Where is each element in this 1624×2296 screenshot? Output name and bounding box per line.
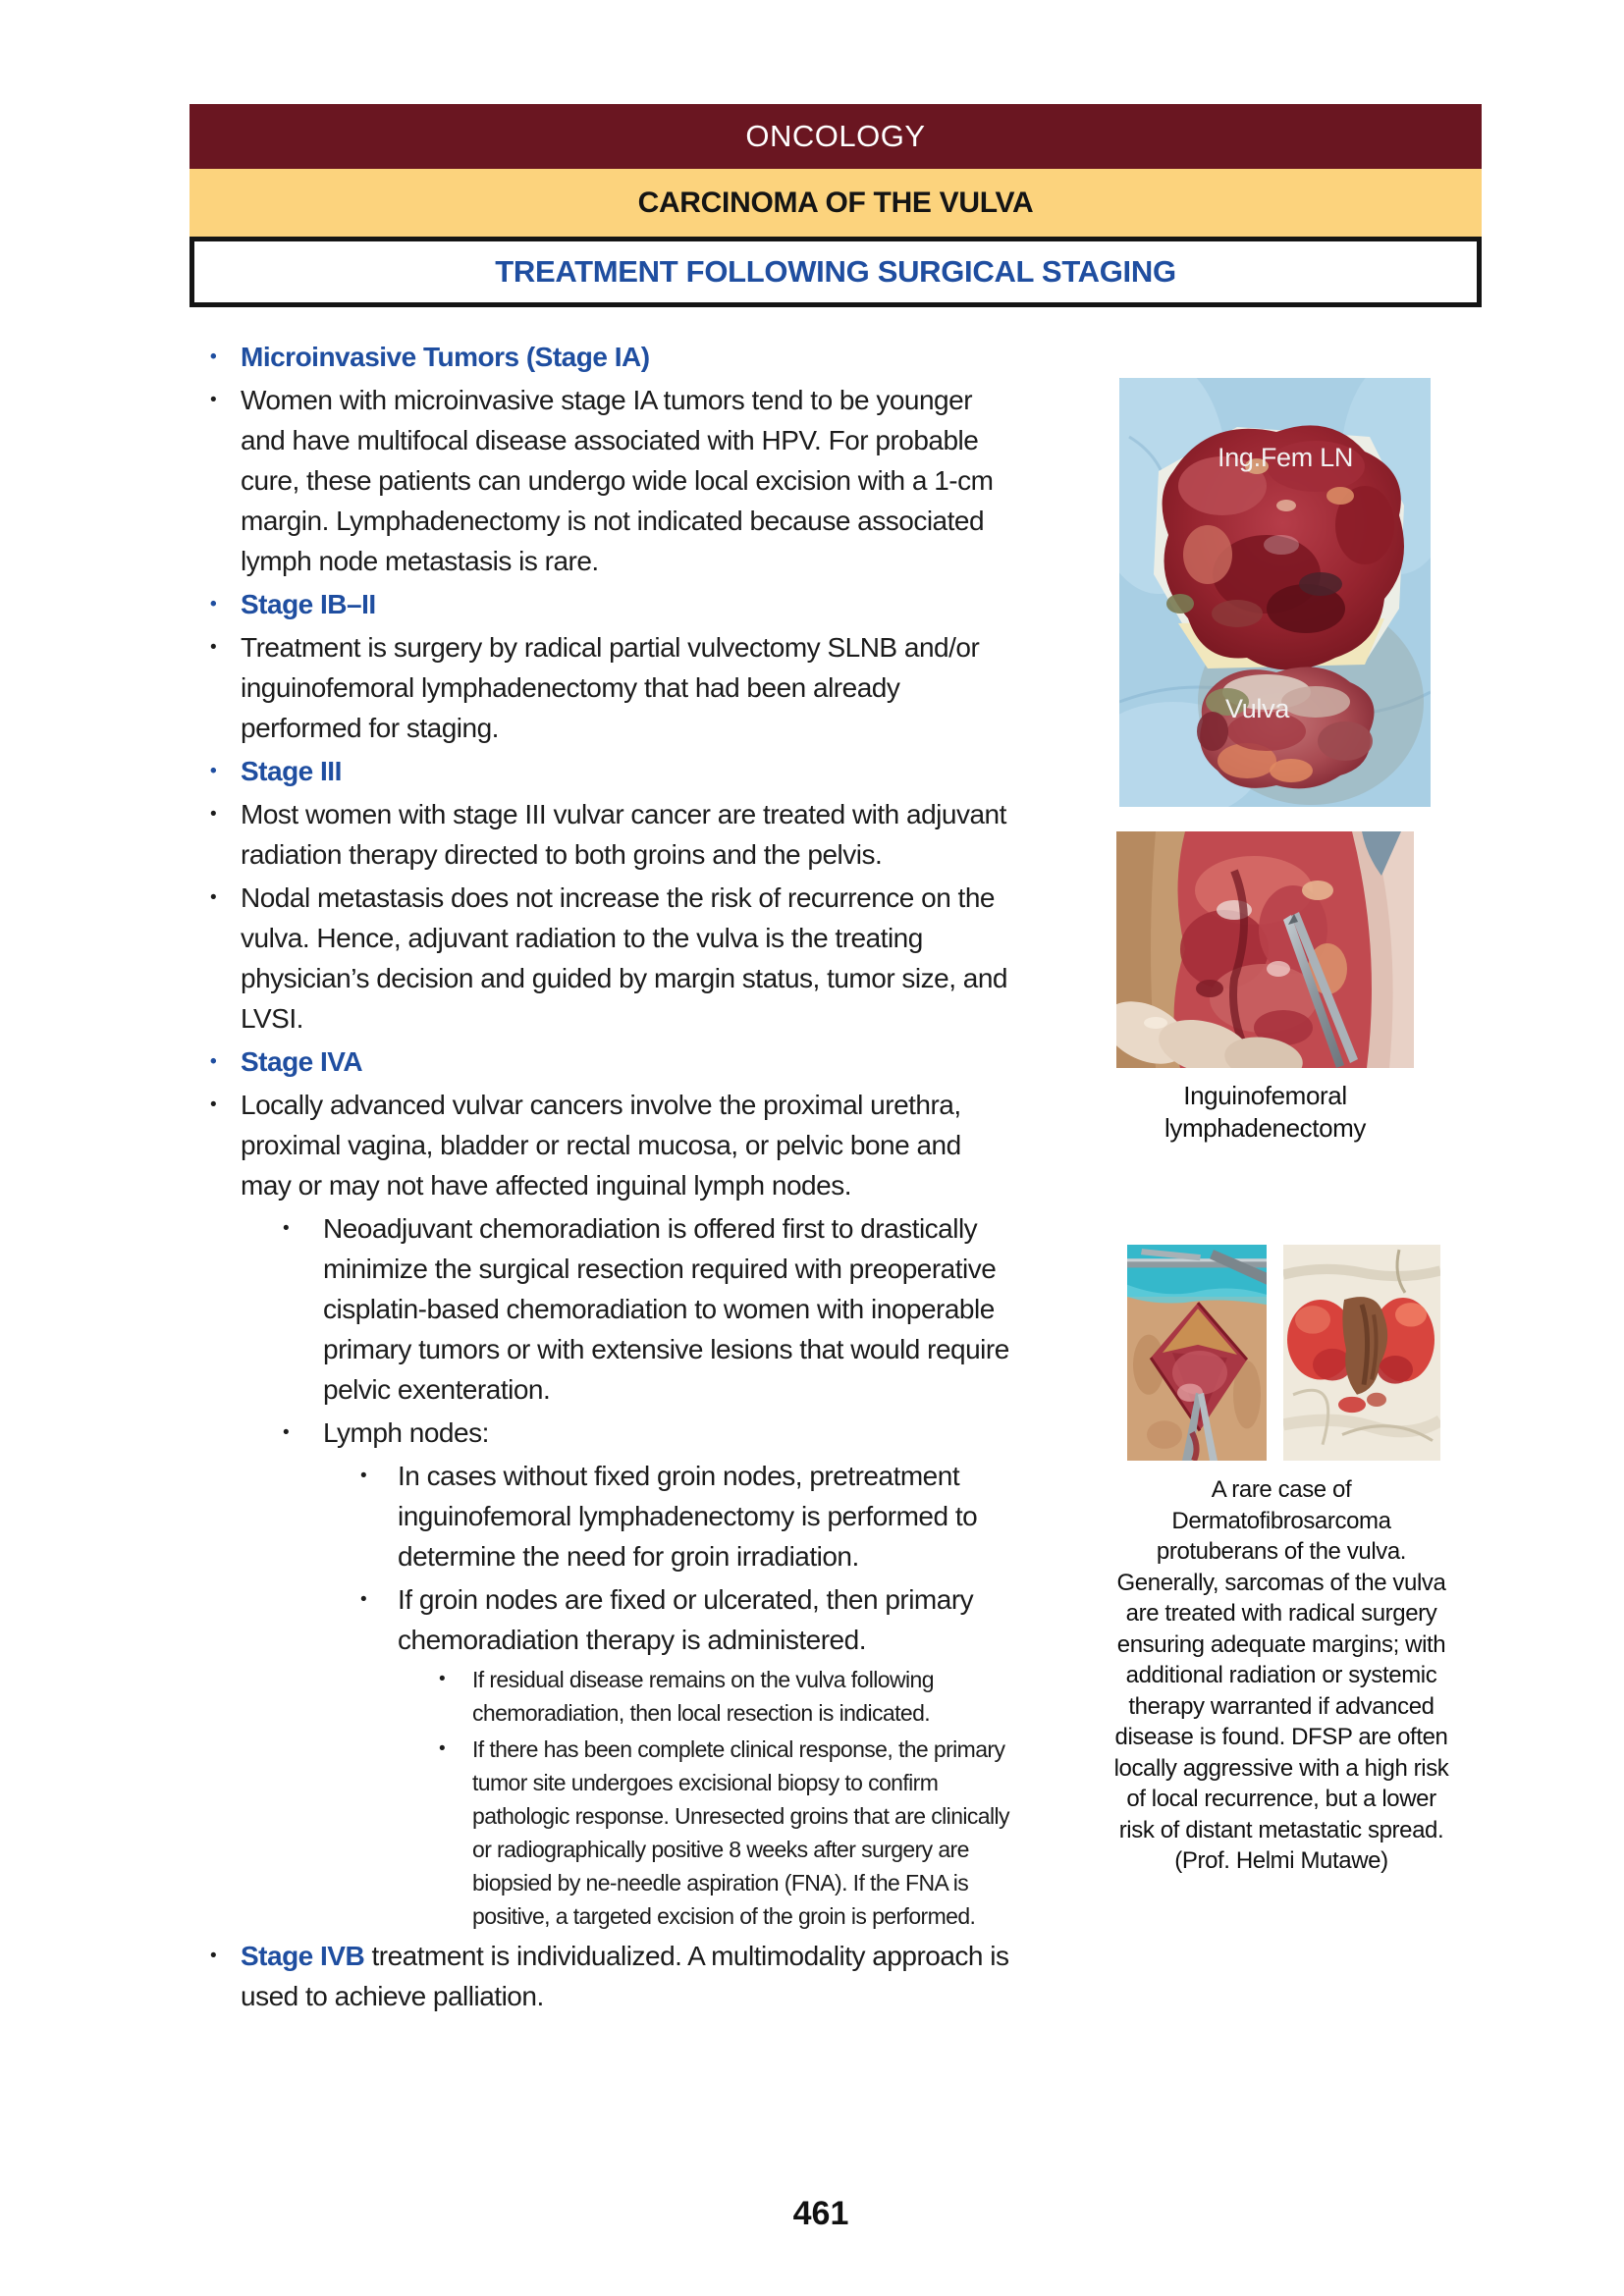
bullet-dot: • xyxy=(360,1589,367,1610)
section-banner xyxy=(189,104,1482,169)
figure-dfsp-photos xyxy=(1127,1245,1440,1461)
bullet-list xyxy=(0,337,1016,2019)
section-title: ONCOLOGY xyxy=(745,119,926,153)
bullet-text: If there has been complete clinical response, the primary tumor site undergoes excisional biopsy to confirm pathologic response. Unresected groins that are clinically or radiographically positive 8 weeks after surgery are biopsied by ne-needle aspiration (FNA). If the FNA is positive, a targeted excision of the groin is performed. xyxy=(472,1736,1009,1929)
lymphadenectomy-photo-illustration xyxy=(1116,831,1414,1068)
bullet-text: Microinvasive Tumors (Stage IA) xyxy=(241,342,650,372)
bullet-dot: • xyxy=(439,1738,446,1759)
bullet-item xyxy=(210,1085,1016,1205)
bullet-dot: • xyxy=(283,1422,290,1443)
bullet-dot: • xyxy=(283,1218,290,1239)
bullet-dot: • xyxy=(210,1946,217,1966)
bullet-dot: • xyxy=(210,637,217,658)
chapter-title: CARCINOMA OF THE VULVA xyxy=(637,186,1034,219)
bullet-text: Women with microinvasive stage IA tumors tend to be younger and have multifocal disease associated with HPV. For probable cure, these patients can undergo wide local excision with a 1-cm margin. Lymphadenectomy is not indicated because associated lymph node metastasis is rare. xyxy=(241,385,994,576)
bullet-dot: • xyxy=(210,804,217,825)
bullet-item xyxy=(360,1456,1016,1576)
chapter-banner xyxy=(189,169,1482,237)
bullet-item xyxy=(210,1936,1016,2016)
bullet-item xyxy=(210,337,1016,377)
specimen-label-ing-fem-ln: Ing.Fem LN xyxy=(1218,443,1354,472)
bullet-item xyxy=(360,1579,1016,1660)
bullet-dot: • xyxy=(210,887,217,908)
figure-lymphadenectomy-caption: Inguinofemoral lymphadenectomy xyxy=(1164,1081,1366,1143)
bullet-dot: • xyxy=(210,347,217,367)
bullet-item xyxy=(210,380,1016,581)
bullet-text: Most women with stage III vulvar cancer are treated with adjuvant radiation therapy directed to both groins and the pelvis. xyxy=(241,799,1006,870)
bullet-text: Stage IVB treatment is individualized. A multimodality approach is used to achieve palliation. xyxy=(241,1941,1009,2011)
bullet-dot: • xyxy=(210,761,217,781)
bullet-item xyxy=(210,584,1016,624)
bullet-text: If residual disease remains on the vulva following chemoradiation, then local resection is indicated. xyxy=(472,1667,934,1726)
bullet-text: If groin nodes are fixed or ulcerated, then primary chemoradiation therapy is administered. xyxy=(398,1584,974,1655)
header-banners xyxy=(189,104,1482,307)
bullet-item xyxy=(439,1663,1016,1730)
topic-banner xyxy=(189,237,1482,307)
page-number: 461 xyxy=(792,2195,849,2232)
dfsp-specimen-photo-illustration xyxy=(1283,1245,1440,1461)
bullet-text: Neoadjuvant chemoradiation is offered first to drastically minimize the surgical resection required with preoperative cisplatin-based chemoradiation to women with inoperable primary tumors or with extensive lesions that would require pelvic exenteration. xyxy=(323,1213,1009,1405)
bullet-dot: • xyxy=(439,1669,446,1689)
bullet-dot: • xyxy=(210,390,217,410)
bullet-text: Treatment is surgery by radical partial vulvectomy SLNB and/or inguinofemoral lymphadenectomy that had been already performed for staging. xyxy=(241,632,980,743)
bullet-text: Stage IVA xyxy=(241,1046,363,1077)
bullet-item xyxy=(210,794,1016,875)
bullet-text: Lymph nodes: xyxy=(323,1417,489,1448)
dfsp-surgery-photo-illustration xyxy=(1127,1245,1267,1461)
bullet-dot: • xyxy=(210,1051,217,1072)
topic-title: TREATMENT FOLLOWING SURGICAL STAGING xyxy=(495,254,1176,289)
bullet-text: Nodal metastasis does not increase the risk of recurrence on the vulva. Hence, adjuvant radiation to the vulva is the treating physician’s decision and guided by margin status, tumor size, and LVSI. xyxy=(241,882,1007,1034)
bullet-text: Stage III xyxy=(241,756,342,786)
bullet-item xyxy=(283,1413,1016,1453)
bullet-item xyxy=(210,878,1016,1039)
bullet-item xyxy=(439,1733,1016,1933)
bullet-text: In cases without fixed groin nodes, pretreatment inguinofemoral lymphadenectomy is performed to determine the need for groin irradiation. xyxy=(398,1461,978,1572)
figure-dfsp-caption: A rare case of Dermatofibrosarcoma protuberans of the vulva. Generally, sarcomas of the vulva are treated with radical surgery ensuring adequate margins; with additional radiation or systemic therapy warranted if advanced disease is found. DFSP are often locally aggressive with a high risk of local recurrence, but a lower risk of distant metastatic spread. (Prof. Helmi Mutawe) xyxy=(1113,1476,1449,1874)
bullet-text: Locally advanced vulvar cancers involve the proximal urethra, proximal vagina, bladder or rectal mucosa, or pelvic bone and may or may not have affected inguinal lymph nodes. xyxy=(241,1090,961,1201)
bullet-item xyxy=(210,627,1016,748)
bullet-item xyxy=(210,751,1016,791)
figure-lymphadenectomy-photo xyxy=(1116,831,1414,1068)
figure-specimen-photo xyxy=(1119,378,1431,807)
bullet-text: Stage IB–II xyxy=(241,589,376,619)
bullet-dot: • xyxy=(360,1466,367,1486)
bullet-dot: • xyxy=(210,594,217,614)
specimen-label-vulva: Vulva xyxy=(1225,694,1290,723)
bullet-item xyxy=(283,1208,1016,1410)
bullet-lead: Stage IVB xyxy=(241,1941,365,1971)
bullet-dot: • xyxy=(210,1095,217,1115)
bullet-item xyxy=(210,1041,1016,1082)
